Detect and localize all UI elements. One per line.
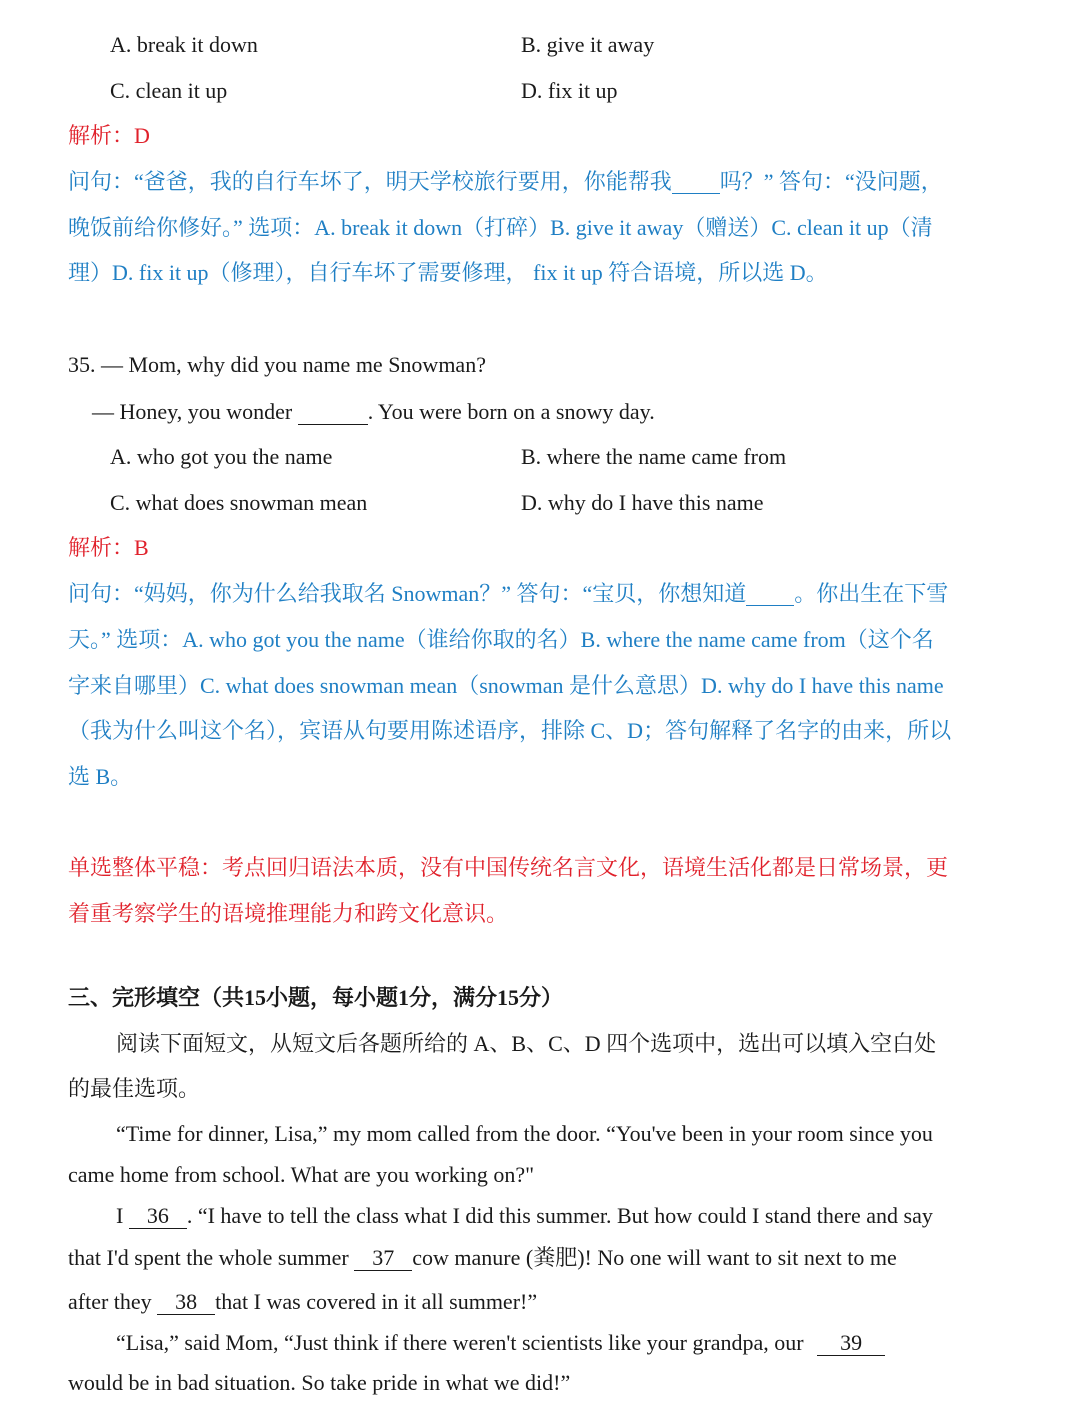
q34-option-a: A. break it down: [110, 32, 258, 57]
q35-option-b: B. where the name came from: [521, 444, 787, 469]
q35-stem-text: . You were born on a snowy day.: [367, 399, 655, 424]
q35-explanation-text: 。你出生在下雪: [794, 581, 949, 606]
section-instructions-line-1: 阅读下面短文，从短文后各题所给的 A、B、C、D 四个选项中，选出可以填入空白处: [116, 1031, 937, 1056]
q35-option-a: A. who got you the name: [110, 444, 333, 469]
q35-stem-line-1: 35. — Mom, why did you name me Snowman?: [68, 352, 486, 377]
passage-line: [116, 1204, 933, 1229]
blank-38: 38: [157, 1290, 215, 1315]
summary-line-1: 单选整体平稳：考点回归语法本质，没有中国传统名言文化，语境生活化都是日常场景，更: [68, 855, 949, 880]
q35-explanation-text: 问句：“妈妈，你为什么给我取名 Snowman？” 答句：“宝贝，你想知道: [68, 581, 747, 606]
q35-explanation-line-3: 字来自哪里）C. what does snowman mean（snowman 是什么意思）D. why do I have this name: [68, 673, 944, 698]
q35-option-c: C. what does snowman mean: [110, 490, 368, 515]
q35-stem-text: — Honey, you wonder: [92, 399, 293, 424]
passage-text: cow manure (粪肥)! No one will want to sit next to me: [412, 1245, 897, 1270]
passage-text: . “I have to tell the class what I did this summer. But how could I stand there and say: [186, 1203, 933, 1228]
q35-explanation-blank: [746, 583, 794, 606]
q34-explanation-line-1: [68, 171, 943, 194]
q35-stem-line-2: [92, 400, 655, 425]
blank-37: 37: [354, 1246, 412, 1271]
q34-answer-label: 解析：D: [68, 123, 150, 148]
q34-explanation-blank: [672, 171, 720, 194]
passage-line: [68, 1290, 537, 1315]
q34-explanation-text: 吗？” 答句：“没问题，: [719, 169, 943, 194]
q34-option-c: C. clean it up: [110, 78, 228, 103]
summary-line-2: 着重考察学生的语境推理能力和跨文化意识。: [68, 901, 509, 926]
q35-answer-label: 解析：B: [68, 535, 149, 560]
passage-line: [116, 1331, 885, 1356]
passage-text: “Lisa,” said Mom, “Just think if there weren't scientists like your grandpa, our: [116, 1330, 804, 1355]
passage-line: came home from school. What are you working on?": [68, 1162, 535, 1187]
passage-line: would be in bad situation. So take pride in what we did!”: [68, 1370, 571, 1395]
q34-option-b: B. give it away: [521, 32, 655, 57]
q35-explanation-line-5: 选 B。: [68, 764, 133, 789]
q35-blank: [298, 400, 368, 425]
q34-option-d: D. fix it up: [521, 78, 618, 103]
q34-explanation-text: 问句：“爸爸，我的自行车坏了，明天学校旅行要用，你能帮我: [68, 169, 672, 194]
section-heading: 三、完形填空（共15小题，每小题1分，满分15分）: [68, 985, 564, 1010]
q34-explanation-line-2: 晚饭前给你修好。” 选项：A. break it down（打碎）B. give it away（赠送）C. clean it up（清: [68, 215, 933, 240]
q35-explanation-line-4: （我为什么叫这个名），宾语从句要用陈述语序，排除 C、D；答句解释了名字的由来，所以: [68, 718, 952, 743]
blank-36: 36: [129, 1204, 187, 1229]
section-instructions-line-2: 的最佳选项。: [68, 1076, 201, 1101]
blank-39: 39: [817, 1331, 885, 1356]
q35-explanation-line-1: [68, 583, 948, 606]
q35-explanation-line-2: 天。” 选项：A. who got you the name（谁给你取的名）B. where the name came from（这个名: [68, 627, 934, 652]
passage-text: that I'd spent the whole summer: [68, 1245, 349, 1270]
passage-text: I: [116, 1203, 124, 1228]
passage-text: that I was covered in it all summer!”: [215, 1289, 538, 1314]
q34-explanation-line-3: 理）D. fix it up（修理），自行车坏了需要修理， fix it up 符合语境，所以选 D。: [68, 260, 828, 285]
q35-option-d: D. why do I have this name: [521, 490, 764, 515]
passage-text: after they: [68, 1289, 152, 1314]
passage-line: [68, 1246, 897, 1271]
passage-line: “Time for dinner, Lisa,” my mom called from the door. “You've been in your room since you: [116, 1121, 933, 1146]
